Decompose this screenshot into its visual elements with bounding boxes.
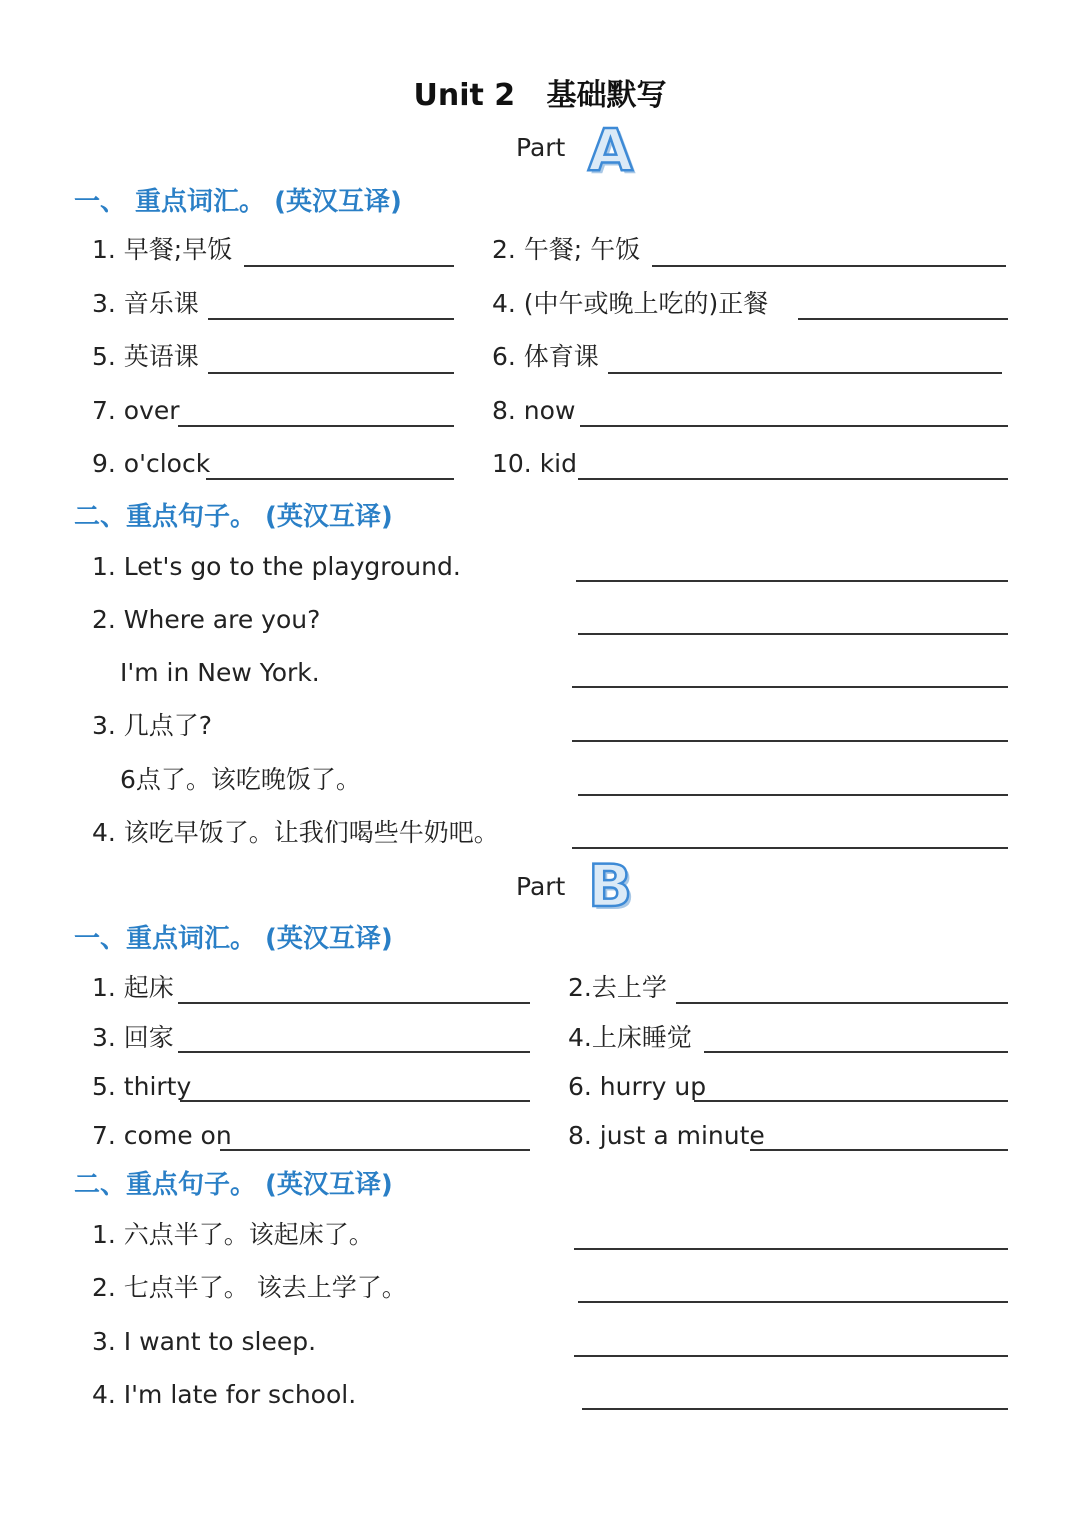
answer-blank[interactable] — [206, 478, 454, 480]
part-b-vocab-item: 7. come on — [92, 1121, 232, 1150]
part-a-sentence-item: 2. Where are you? — [92, 605, 321, 634]
part-a-vocab-item: 9. o'clock — [92, 449, 211, 478]
answer-blank[interactable] — [572, 740, 1008, 742]
answer-blank[interactable] — [580, 425, 1008, 427]
part-b-sentences-heading: 二、重点句子。 (英汉互译) — [74, 1170, 393, 1200]
answer-blank[interactable] — [578, 794, 1008, 796]
answer-blank[interactable] — [208, 372, 454, 374]
answer-blank[interactable] — [582, 1408, 1008, 1410]
part-a-sentence-item: 6点了。该吃晚饭了。 — [120, 765, 361, 794]
part-a-vocab-item: 6. 体育课 — [492, 342, 599, 371]
part-a-vocab-item: 4. (中午或晚上吃的)正餐 — [492, 289, 769, 318]
answer-blank[interactable] — [178, 1051, 530, 1053]
answer-blank[interactable] — [178, 1002, 530, 1004]
part-a-label: Part — [516, 133, 566, 162]
answer-blank[interactable] — [676, 1002, 1008, 1004]
part-b-label: Part — [516, 872, 566, 901]
answer-blank[interactable] — [798, 318, 1008, 320]
page-title: Unit 2 基础默写 — [413, 78, 667, 113]
part-b-vocab-heading: 一、重点词汇。 (英汉互译) — [74, 924, 393, 954]
answer-blank[interactable] — [608, 372, 1002, 374]
part-a-vocab-item: 7. over — [92, 396, 180, 425]
answer-blank[interactable] — [704, 1051, 1008, 1053]
part-a-sentences-heading: 二、重点句子。 (英汉互译) — [74, 502, 393, 532]
part-b-vocab-item: 3. 回家 — [92, 1023, 174, 1052]
part-b-letter: B — [588, 852, 633, 920]
part-b-sentence-item: 4. I'm late for school. — [92, 1380, 357, 1409]
answer-blank[interactable] — [572, 847, 1008, 849]
part-a-vocab-item: 3. 音乐课 — [92, 289, 199, 318]
part-b-vocab-item: 2.去上学 — [568, 973, 667, 1002]
answer-blank[interactable] — [578, 633, 1008, 635]
part-b-vocab-item: 1. 起床 — [92, 973, 174, 1002]
part-a-sentence-item: I'm in New York. — [120, 658, 320, 687]
part-a-letter: A — [588, 116, 633, 184]
part-b-vocab-item: 6. hurry up — [568, 1072, 707, 1101]
answer-blank[interactable] — [652, 265, 1006, 267]
answer-blank[interactable] — [220, 1149, 530, 1151]
part-b-vocab-item: 5. thirty — [92, 1072, 192, 1101]
part-b-sentence-item: 1. 六点半了。该起床了。 — [92, 1220, 374, 1249]
answer-blank[interactable] — [574, 1248, 1008, 1250]
part-b-vocab-item: 4.上床睡觉 — [568, 1023, 692, 1052]
answer-blank[interactable] — [178, 425, 454, 427]
part-a-vocab-item: 2. 午餐; 午饭 — [492, 235, 641, 264]
part-a-sentence-item: 4. 该吃早饭了。让我们喝些牛奶吧。 — [92, 818, 499, 847]
part-a-vocab-item: 10. kid — [492, 449, 577, 478]
answer-blank[interactable] — [576, 580, 1008, 582]
part-b-sentence-item: 2. 七点半了。 该去上学了。 — [92, 1273, 407, 1302]
answer-blank[interactable] — [750, 1149, 1008, 1151]
answer-blank[interactable] — [572, 686, 1008, 688]
answer-blank[interactable] — [180, 1100, 530, 1102]
part-b-vocab-item: 8. just a minute — [568, 1121, 765, 1150]
part-a-vocab-heading: 一、 重点词汇。 (英汉互译) — [74, 187, 402, 217]
part-a-sentence-item: 3. 几点了? — [92, 711, 213, 740]
part-a-vocab-item: 8. now — [492, 396, 576, 425]
part-a-vocab-item: 1. 早餐;早饭 — [92, 235, 233, 264]
answer-blank[interactable] — [574, 1355, 1008, 1357]
answer-blank[interactable] — [244, 265, 454, 267]
answer-blank[interactable] — [578, 478, 1008, 480]
part-b-sentence-item: 3. I want to sleep. — [92, 1327, 317, 1356]
part-a-sentence-item: 1. Let's go to the playground. — [92, 552, 461, 581]
answer-blank[interactable] — [694, 1100, 1008, 1102]
answer-blank[interactable] — [578, 1301, 1008, 1303]
answer-blank[interactable] — [208, 318, 454, 320]
part-a-vocab-item: 5. 英语课 — [92, 342, 199, 371]
